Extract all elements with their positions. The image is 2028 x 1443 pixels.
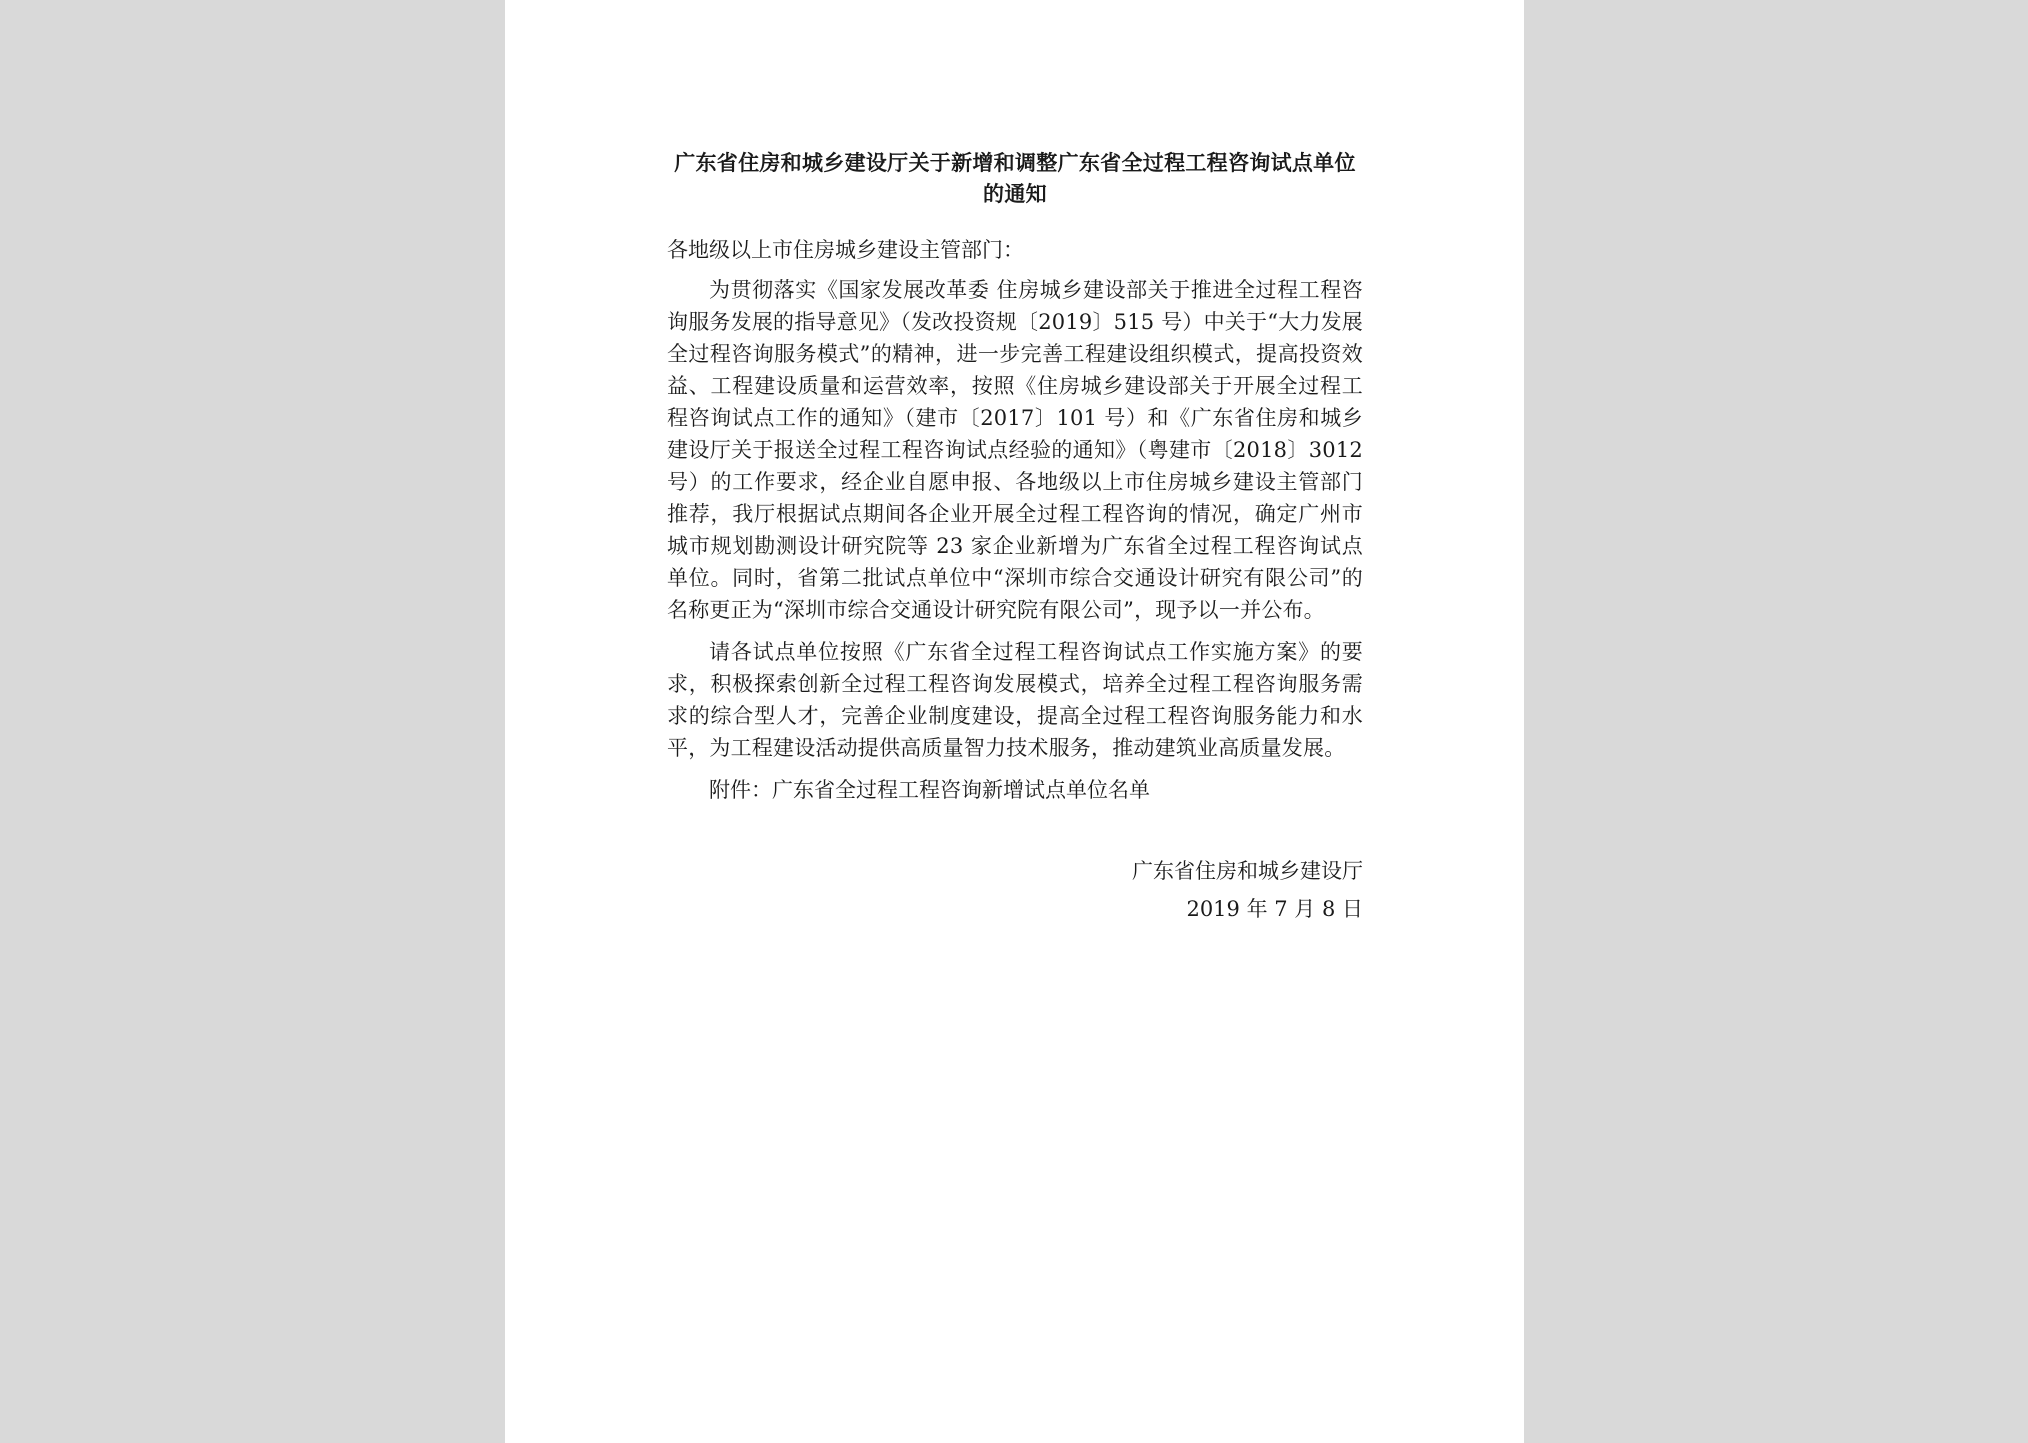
body-paragraph-1: 为贯彻落实《国家发展改革委 住房城乡建设部关于推进全过程工程咨询服务发展的指导意见》（发改投资规〔2019〕515 号）中关于“大力发展全过程咨询服务模式”的精神，进一步完善工程建设组织模式，提高投资效益、工程建设质量和运营效率，按照《住房城乡建设部关于开展全过程工程咨询试点工作的通知》（建市〔2017〕101 号）和《广东省住房和城乡建设厅关于报送全过程工程咨询试点经验的通知》（粤建市〔2018〕3012 号）的工作要求，经企业自愿申报、各地级以上市住房城乡建设主管部门推荐，我厅根据试点期间各企业开展全过程工程咨询的情况，确定广州市城市规划勘测设计研究院等 23 家企业新增为广东省全过程工程咨询试点单位。同时，省第二批试点单位中“深圳市综合交通设计研究有限公司”的名称更正为“深圳市综合交通设计研究院有限公司”，现予以一并公布。	[667, 278, 1363, 622]
issuer-name: 广东省住房和城乡建设厅	[1132, 859, 1363, 883]
document-page	[505, 0, 1524, 1443]
body-paragraph-2: 请各试点单位按照《广东省全过程工程咨询试点工作实施方案》的要求，积极探索创新全过程工程咨询发展模式，培养全过程工程咨询服务需求的综合型人才，完善企业制度建设，提高全过程工程咨询服务能力和水平，为工程建设活动提供高质量智力技术服务，推动建筑业高质量发展。	[667, 640, 1363, 760]
issue-date: 2019 年 7 月 8 日	[1186, 897, 1363, 921]
salutation: 各地级以上市住房城乡建设主管部门：	[667, 238, 1024, 262]
signature-block	[667, 852, 1363, 928]
attachment-line: 附件：广东省全过程工程咨询新增试点单位名单	[709, 778, 1150, 802]
document-title: 广东省住房和城乡建设厅关于新增和调整广东省全过程工程咨询试点单位的通知	[674, 151, 1356, 206]
document-content	[667, 148, 1363, 928]
